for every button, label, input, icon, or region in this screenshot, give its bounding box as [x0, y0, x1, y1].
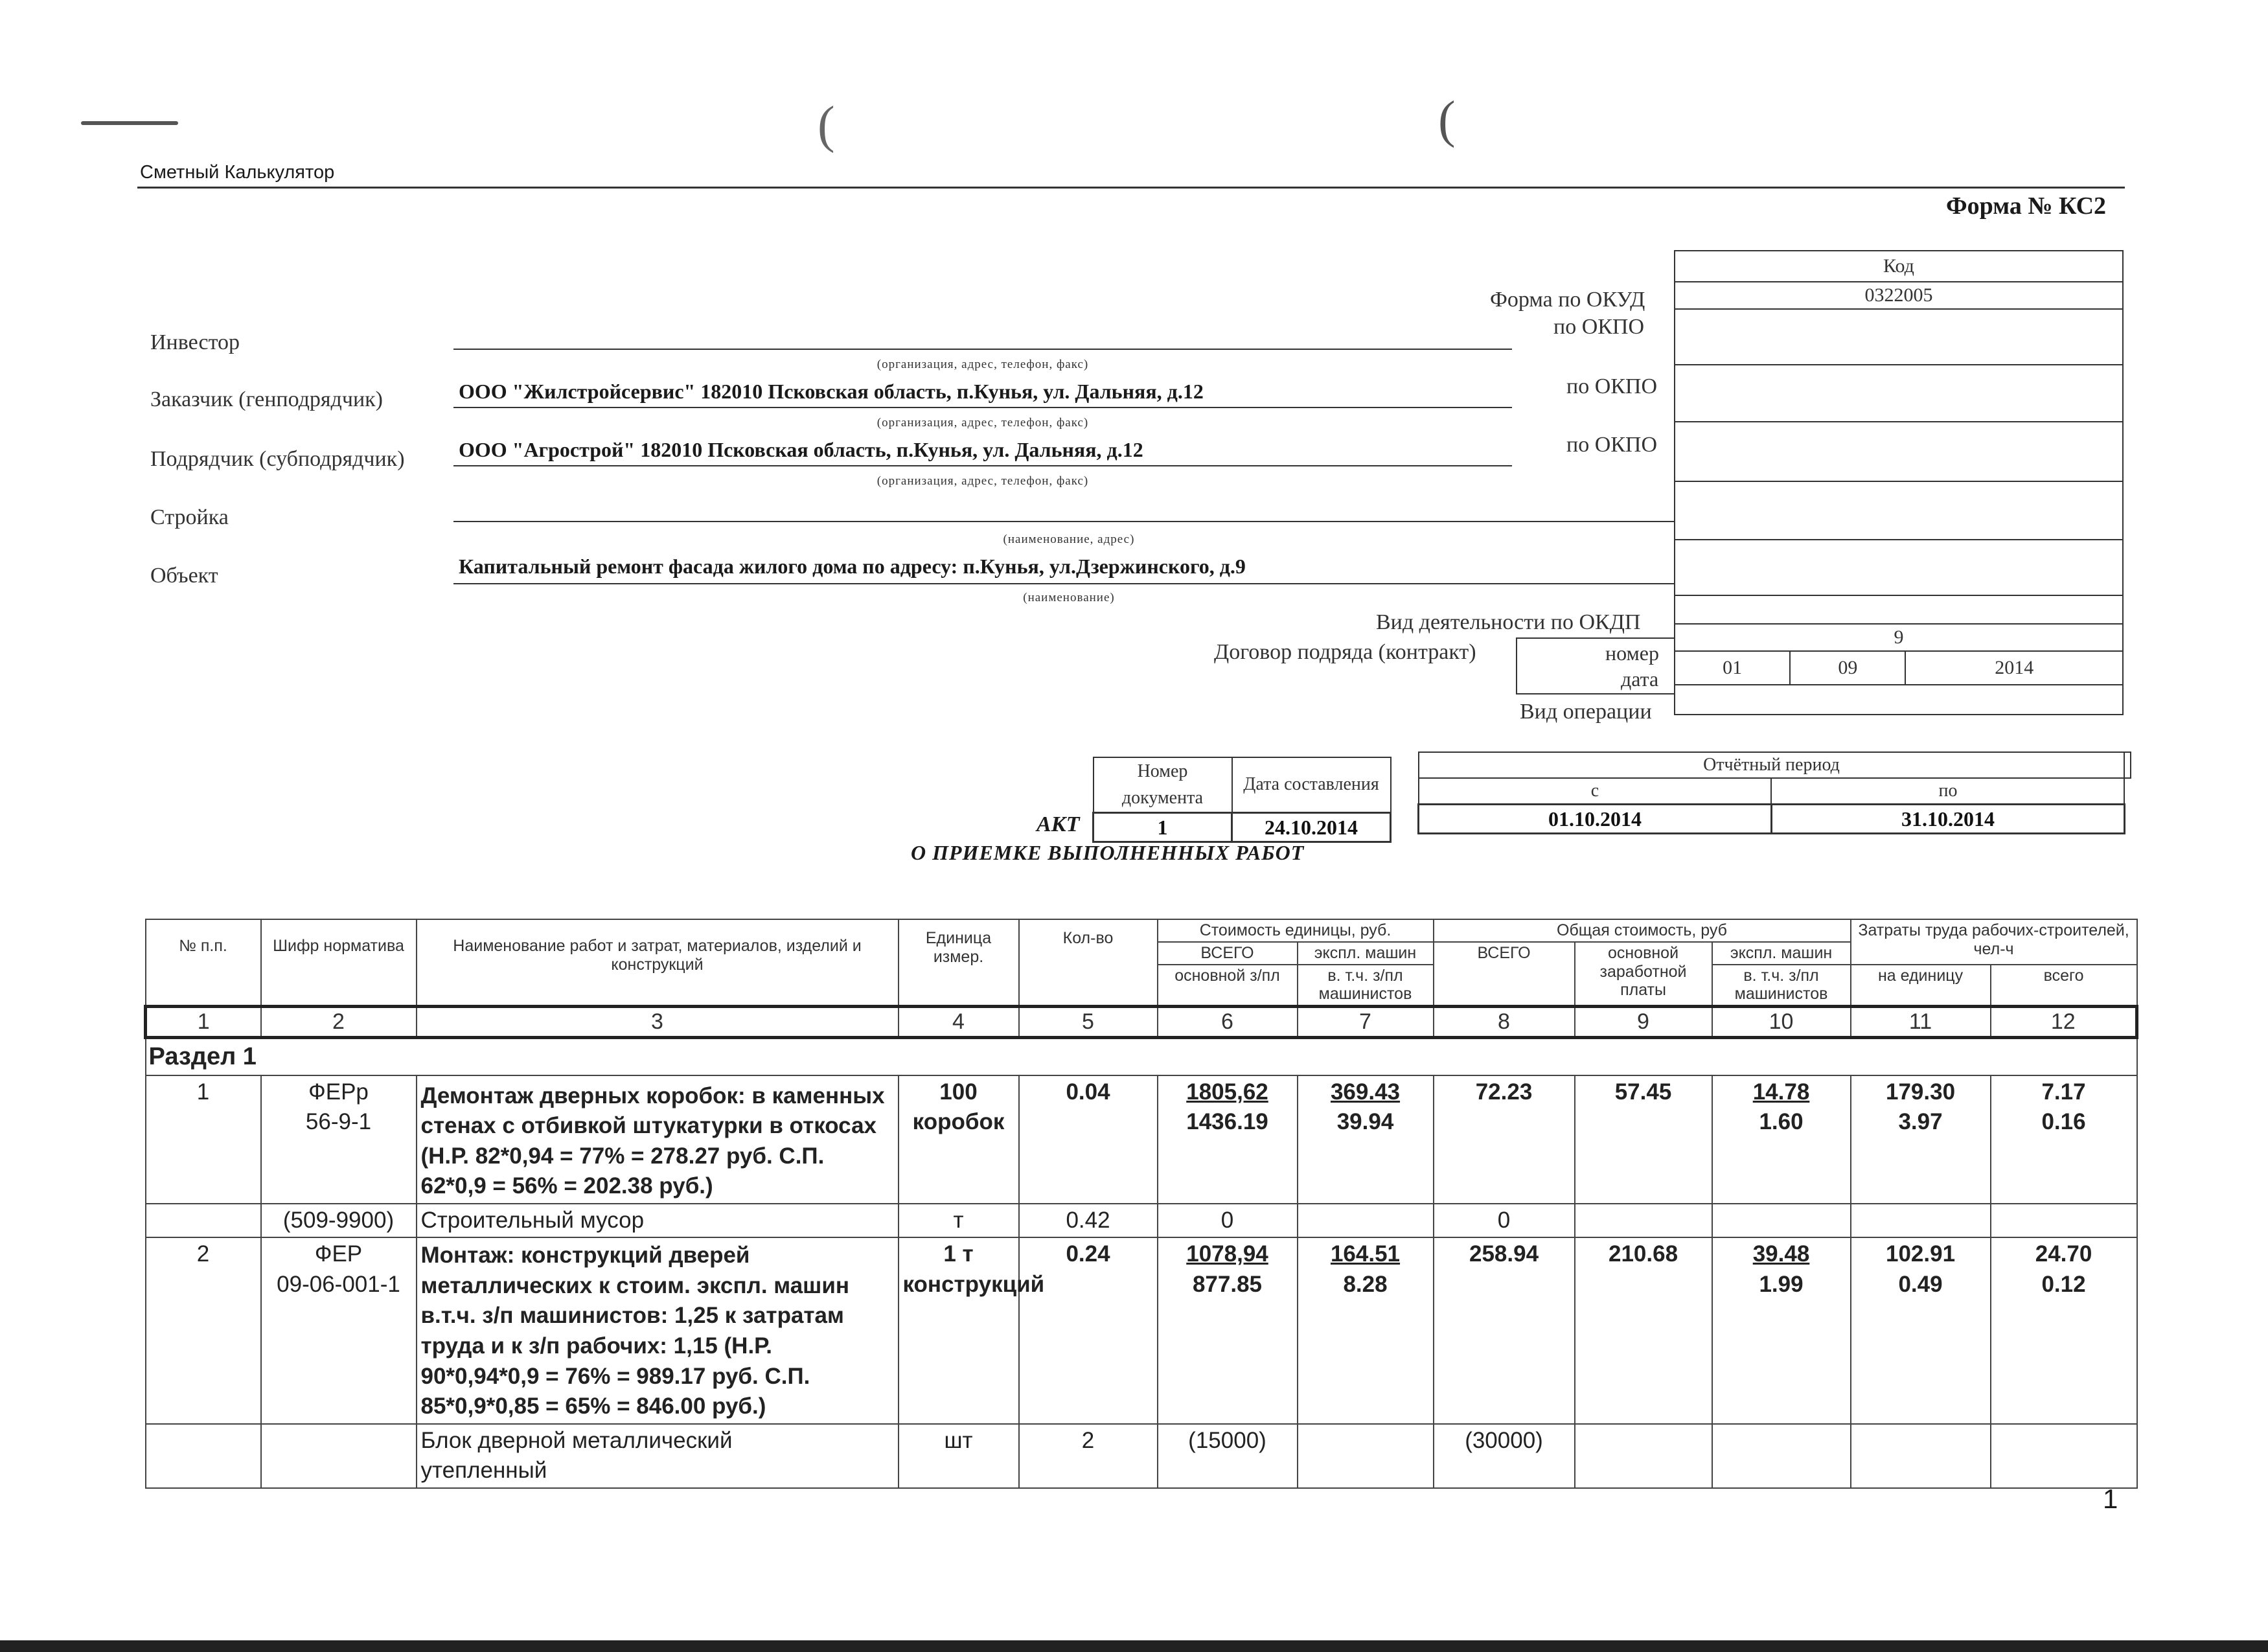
punch-hole-mark-right: ( — [1438, 91, 1456, 148]
row-unit-cost — [1158, 1075, 1298, 1204]
contractor-caption: (организация, адрес, телефон, факс) — [876, 474, 1089, 488]
row-labor-total — [1991, 1204, 2137, 1238]
row-labor-total — [1991, 1237, 2137, 1423]
row-name: Демонтаж дверных коробок: в каменных стенах с отбивкой штукатурки в откосах (Н.Р. 82*0,94 = 77% = 278.27 руб. С.П. 62*0,9 = 56% = 202.38 руб.) — [417, 1075, 899, 1204]
contract-number-label: номер — [1605, 641, 1659, 665]
contract-date-day: 01 — [1675, 651, 1790, 685]
row-unit: т — [899, 1204, 1019, 1238]
row-total-wage — [1575, 1424, 1712, 1488]
customer-line — [453, 407, 1512, 408]
row-total-machines — [1712, 1237, 1851, 1423]
form-title: Форма № КС2 — [1946, 192, 2107, 220]
row-total-machines — [1712, 1204, 1851, 1238]
table-row — [146, 1075, 2137, 1204]
row-total-wage: 210.68 — [1575, 1237, 1712, 1423]
h-unit: Единица измер. — [899, 919, 1019, 1007]
row-unit-machines — [1298, 1237, 1434, 1423]
col-num: 1 — [146, 1007, 261, 1038]
h-labor: Затраты труда рабочих-строителей, чел-ч — [1851, 919, 2137, 965]
h-unit-cost: Стоимость единицы, руб. — [1158, 919, 1434, 942]
h-code: Шифр норматива — [261, 919, 417, 1007]
row-labor-total — [1991, 1424, 2137, 1488]
row-total-machines — [1712, 1424, 1851, 1488]
row-qty: 2 — [1019, 1424, 1158, 1488]
h-incl-wage: в. т.ч. з/пл машинистов — [1298, 965, 1434, 1007]
investor-label: Инвестор — [150, 330, 240, 354]
row-no — [146, 1424, 261, 1488]
customer-value: ООО "Жилстройсервис" 182010 Псковская область, п.Кунья, ул. Дальняя, д.12 — [459, 380, 1204, 403]
object-line — [453, 583, 1674, 584]
section-title: Раздел 1 — [146, 1038, 2137, 1075]
scan-edge — [0, 1640, 2268, 1652]
page-number: 1 — [2103, 1484, 2118, 1514]
operation-cell — [1675, 685, 2123, 715]
investor-caption: (организация, адрес, телефон, факс) — [876, 358, 1089, 371]
table-row — [146, 1424, 2137, 1488]
period-header: Отчётный период — [1419, 752, 2125, 778]
codes-table — [1674, 250, 2124, 715]
row-unit: шт — [899, 1424, 1019, 1488]
customer-label: Заказчик (генподрядчик) — [150, 387, 383, 411]
col-num: 5 — [1019, 1007, 1158, 1038]
row-unit: 100 коробок — [899, 1075, 1019, 1204]
lab-unit2: 3.97 — [1898, 1109, 1943, 1135]
section-row — [146, 1038, 2137, 1075]
uc-all: 1078,94 — [1186, 1241, 1268, 1267]
lab-unit2: 0.49 — [1898, 1271, 1943, 1297]
row-unit-machines — [1298, 1075, 1434, 1204]
period-extra-cell — [2124, 752, 2131, 778]
okdp-label: Вид деятельности по ОКДП — [1376, 610, 1641, 634]
contractor-value: ООО "Агрострой" 182010 Псковская область, п.Кунья, ул. Дальняя, д.12 — [459, 438, 1143, 461]
okdp-cell — [1675, 595, 2123, 624]
row-qty: 0.24 — [1019, 1237, 1158, 1423]
okpo-customer-cell — [1675, 365, 2123, 422]
row-name: Блок дверной металлический утепленный — [417, 1424, 899, 1488]
row-total-all: (30000) — [1434, 1424, 1575, 1488]
table-row — [146, 1204, 2137, 1238]
object-code-cell — [1675, 540, 2123, 595]
row-total-all: 258.94 — [1434, 1237, 1575, 1423]
row-no — [146, 1204, 261, 1238]
tc-mach: 14.78 — [1752, 1079, 1810, 1105]
row-qty: 0.42 — [1019, 1204, 1158, 1238]
uc-mach-wage: 39.94 — [1336, 1109, 1394, 1135]
row-labor-unit — [1851, 1237, 1991, 1423]
col-num: 10 — [1712, 1007, 1851, 1038]
col-num: 2 — [261, 1007, 417, 1038]
table-row — [146, 1237, 2137, 1423]
col-num: 11 — [1851, 1007, 1991, 1038]
h-incl-wage2: в. т.ч. з/пл машинистов — [1712, 965, 1851, 1007]
row-labor-unit — [1851, 1424, 1991, 1488]
row-labor-total — [1991, 1075, 2137, 1204]
punch-hole-mark-left: ( — [818, 97, 835, 154]
h-basic-pay: основной заработной платы — [1575, 942, 1712, 1007]
row-code — [261, 1237, 417, 1423]
lab-total1: 7.17 — [2041, 1079, 2086, 1105]
row-unit-machines — [1298, 1424, 1434, 1488]
doc-date-value: 24.10.2014 — [1232, 813, 1391, 842]
program-name: Сметный Калькулятор — [140, 162, 335, 183]
tc-mach-wage: 1.60 — [1759, 1109, 1804, 1135]
operation-label: Вид операции — [1520, 700, 1652, 724]
site-caption: (наименование, адрес) — [1003, 533, 1135, 546]
col-num: 12 — [1991, 1007, 2137, 1038]
row-no: 1 — [146, 1075, 261, 1204]
col-num: 7 — [1298, 1007, 1434, 1038]
row-code — [261, 1075, 417, 1204]
row-labor-unit — [1851, 1075, 1991, 1204]
row-unit-cost: 0 — [1158, 1204, 1298, 1238]
uc-mach: 164.51 — [1330, 1241, 1401, 1267]
okpo-label-contractor: по ОКПО — [1566, 433, 1658, 457]
col-num: 4 — [899, 1007, 1019, 1038]
reporting-period-table — [1417, 751, 2131, 834]
doc-number-header: Номер документа — [1094, 757, 1232, 813]
contractor-label: Подрядчик (субподрядчик) — [150, 447, 405, 471]
row-code — [261, 1424, 417, 1488]
lab-unit1: 102.91 — [1886, 1241, 1956, 1267]
code-header: Код — [1675, 251, 2123, 282]
row-total-machines — [1712, 1075, 1851, 1204]
investor-line — [453, 349, 1512, 350]
tc-mach: 39.48 — [1752, 1241, 1810, 1267]
contract-number-value: 9 — [1675, 624, 2123, 651]
contract-label: Договор подряда (контракт) — [1214, 640, 1476, 664]
row-total-all: 72.23 — [1434, 1075, 1575, 1204]
row-code-line1: ФЕР — [314, 1241, 363, 1267]
col-num: 3 — [417, 1007, 899, 1038]
uc-wage: 877.85 — [1192, 1271, 1263, 1297]
lab-total2: 0.16 — [2041, 1109, 2086, 1135]
row-total-wage: 57.45 — [1575, 1075, 1712, 1204]
h-name: Наименование работ и затрат, материалов, изделий и конструкций — [417, 919, 899, 1007]
works-table — [144, 919, 2138, 1489]
h-total-all: ВСЕГО — [1434, 942, 1575, 1007]
contract-date-label: дата — [1621, 667, 1659, 691]
period-to-value: 31.10.2014 — [1771, 805, 2124, 834]
customer-caption: (организация, адрес, телефон, факс) — [876, 416, 1089, 430]
row-labor-unit — [1851, 1204, 1991, 1238]
row-code-line1: ФЕРр — [308, 1079, 369, 1105]
h-unit-all: ВСЕГО — [1158, 942, 1298, 965]
okpo-contractor-cell — [1675, 422, 2123, 481]
lab-total1: 24.70 — [2035, 1241, 2092, 1267]
row-code-line2: 09-06-001-1 — [277, 1271, 400, 1297]
h-unit-machines: экспл. машин — [1298, 942, 1434, 965]
lab-total2: 0.12 — [2041, 1271, 2086, 1297]
period-to-label: по — [1771, 778, 2124, 805]
col-num: 8 — [1434, 1007, 1575, 1038]
lab-unit1: 179.30 — [1886, 1079, 1956, 1105]
column-number-row — [146, 1007, 2137, 1038]
row-no: 2 — [146, 1237, 261, 1423]
period-from-label: с — [1419, 778, 1772, 805]
contract-date-year: 2014 — [1905, 651, 2123, 685]
okpo-label-customer: по ОКПО — [1566, 374, 1658, 398]
row-total-all: 0 — [1434, 1204, 1575, 1238]
h-no: № п.п. — [146, 919, 261, 1007]
okpo-investor-cell — [1675, 309, 2123, 365]
row-total-wage — [1575, 1204, 1712, 1238]
site-code-cell — [1675, 481, 2123, 540]
uc-mach-wage: 8.28 — [1343, 1271, 1388, 1297]
h-basic-wage: основной з/пл — [1158, 965, 1298, 1007]
act-title: АКТ — [1037, 812, 1080, 836]
uc-mach: 369.43 — [1330, 1079, 1401, 1105]
row-unit-machines — [1298, 1204, 1434, 1238]
staple-mark — [81, 121, 178, 125]
site-label: Стройка — [150, 505, 229, 529]
tc-mach-wage: 1.99 — [1759, 1271, 1804, 1297]
uc-wage: 1436.19 — [1186, 1109, 1268, 1135]
document-number-table — [1092, 757, 1392, 843]
row-unit-cost — [1158, 1237, 1298, 1423]
col-num: 6 — [1158, 1007, 1298, 1038]
period-spacer — [2124, 778, 2131, 805]
act-subtitle: О ПРИЕМКЕ ВЫПОЛНЕННЫХ РАБОТ — [911, 841, 1305, 864]
h-total-cost: Общая стоимость, руб — [1434, 919, 1851, 942]
h-total-machines: экспл. машин — [1712, 942, 1851, 965]
object-caption: (наименование) — [1023, 591, 1115, 604]
site-line — [453, 521, 1674, 522]
header-rule — [137, 187, 2125, 189]
row-code-line2: 56-9-1 — [305, 1109, 372, 1135]
object-label: Объект — [150, 564, 218, 588]
h-qty: Кол-во — [1019, 919, 1158, 1007]
h-per-unit: на единицу — [1851, 965, 1991, 1007]
contractor-line — [453, 465, 1512, 466]
object-value: Капитальный ремонт фасада жилого дома по адресу: п.Кунья, ул.Дзержинского, д.9 — [459, 555, 1246, 578]
row-name: Монтаж: конструкций дверей металлических к стоим. экспл. машин в.т.ч. з/п машинистов: 1,25 к затратам труда и к з/п рабочих: 1,15 (Н.Р. 90*0,94*0,9 = 76% = 989.17 руб. С.П. 85*0,9*0,85 = 65% = 846.00 руб.) — [417, 1237, 899, 1423]
contract-date-month: 09 — [1790, 651, 1905, 685]
row-unit: 1 т конструкций — [899, 1237, 1019, 1423]
uc-all: 1805,62 — [1186, 1079, 1268, 1105]
okud-label: Форма по ОКУД — [1490, 288, 1645, 312]
row-code: (509-9900) — [261, 1204, 417, 1238]
okud-value: 0322005 — [1675, 282, 2123, 309]
okpo-label-investor: по ОКПО — [1553, 315, 1645, 339]
row-name: Строительный мусор — [417, 1204, 899, 1238]
doc-date-header: Дата составления — [1232, 757, 1391, 813]
period-from-value: 01.10.2014 — [1419, 805, 1772, 834]
doc-number-value: 1 — [1094, 813, 1232, 842]
period-blank — [2124, 805, 2131, 834]
row-unit-cost: (15000) — [1158, 1424, 1298, 1488]
col-num: 9 — [1575, 1007, 1712, 1038]
h-total: всего — [1991, 965, 2137, 1007]
row-qty: 0.04 — [1019, 1075, 1158, 1204]
